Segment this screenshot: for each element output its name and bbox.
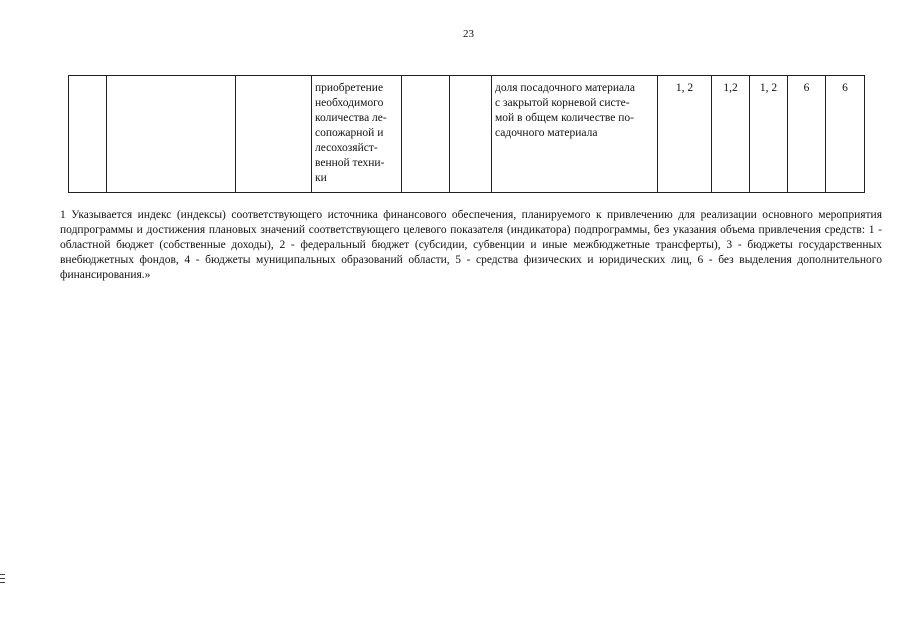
table-row [69,76,865,193]
cell-line: мой в общем количестве по- [495,112,634,124]
cell-line: венной техни- [315,157,385,169]
page-number: 23 [463,28,474,40]
cell-line: количества ле- [315,112,387,124]
table-cell-empty-3 [236,76,312,193]
table-cell-value: 1, 2 [658,76,712,193]
cell-line: приобретение [315,82,384,94]
table-cell-empty-1 [69,76,107,193]
table-cell-value: 1,2 [712,76,750,193]
table-cell-indicator [492,76,658,193]
cell-line: садочного материала [495,127,598,139]
cell-line: необходимого [315,97,384,109]
program-table [68,75,865,193]
table-cell-empty-5 [402,76,450,193]
cell-line: лесохозяйст- [315,142,378,154]
footnote: 1 Указывается индекс (индексы) соответствующего источника финансового обеспечения, планируемого к привлечению для реализации основного мероприятия подпрограммы и достижения плановых значений соответствующего целевого показателя (индикатора) подпрограммы, без указания объема привлечения средств: 1 - областной бюджет (собственные доходы), 2 - федеральный бюджет (субсидии, субвенции и иные межбюджетные трансферты), 3 - бюджеты государственных внебюджетных фондов, 4 - бюджеты муниципальных образований области, 5 - средства физических и юридических лиц, 6 - без выделения дополнительного финансирования.» [60,209,882,281]
table-cell-empty-6 [450,76,492,193]
margin-scan-mark [0,574,6,588]
table-cell-empty-2 [107,76,236,193]
cell-line: сопожарной и [315,127,384,139]
table-cell-value: 6 [788,76,826,193]
cell-line: доля посадочного материала [495,82,636,94]
cell-line: с закрытой корневой систе- [495,97,630,109]
table-cell-value: 1, 2 [750,76,788,193]
cell-line: ки [315,172,327,184]
table-cell-value: 6 [826,76,865,193]
table-cell-activity [312,76,402,193]
